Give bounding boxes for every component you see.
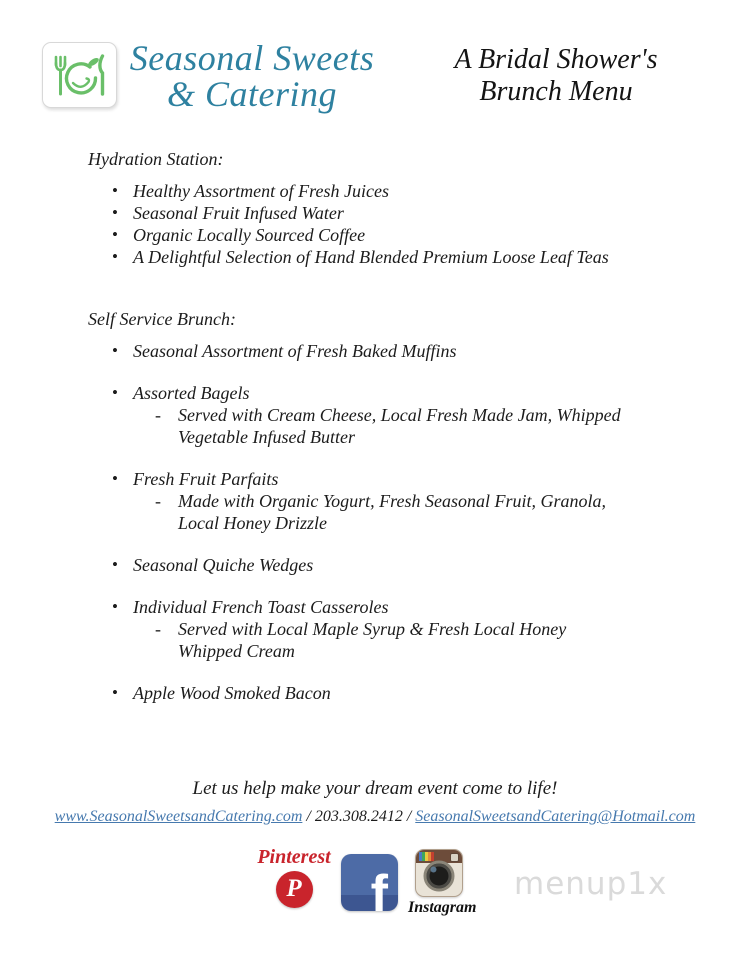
menu-item (88, 468, 688, 534)
instagram-camera-icon (415, 849, 463, 897)
tagline: Let us help make your dream event come to life! (192, 778, 558, 799)
menu-item (88, 596, 688, 662)
menu-item-detail-line: Local Honey Drizzle (178, 513, 327, 533)
menu-item-text: Seasonal Assortment of Fresh Baked Muffins (133, 341, 457, 361)
website-link[interactable]: www.SeasonalSweetsandCatering.com (54, 808, 303, 825)
menu-item (88, 224, 688, 246)
menu-item-text: A Delightful Selection of Hand Blended Premium Loose Leaf Teas (133, 247, 609, 267)
pinterest-icon[interactable] (254, 846, 334, 908)
menu-item (88, 202, 688, 224)
instagram-rainbow-stripe (419, 852, 434, 861)
menu-item (88, 382, 688, 448)
menu-item (88, 554, 688, 576)
menu-item-detail-line: Vegetable Infused Butter (178, 427, 355, 447)
contact-separator: / (402, 808, 416, 825)
menu-item-text: Assorted Bagels (133, 383, 250, 403)
contact-line (0, 808, 750, 826)
menu-item (88, 340, 688, 362)
menupix-watermark: menup1x (514, 866, 668, 902)
menu-item-text: Apple Wood Smoked Bacon (133, 683, 331, 703)
instagram-label: Instagram (408, 899, 477, 916)
facebook-icon[interactable] (341, 854, 398, 911)
menu-item (88, 180, 688, 202)
menu-item-text: Seasonal Fruit Infused Water (133, 203, 344, 223)
menu-item-detail-line: - Made with Organic Yogurt, Fresh Seasonal Fruit, Granola, (178, 491, 607, 511)
menu-item-detail-line: - Served with Cream Cheese, Local Fresh Made Jam, Whipped (178, 405, 621, 425)
page-title (428, 44, 684, 108)
catering-logo (42, 42, 117, 108)
menu-body (88, 148, 688, 704)
brand-name (116, 40, 388, 112)
page-title-line1: A Bridal Shower's (454, 44, 658, 75)
brunch-list (88, 340, 688, 704)
section-heading-brunch: Self Service Brunch: (88, 309, 236, 329)
menu-item-text: Seasonal Quiche Wedges (133, 555, 314, 575)
menu-item-text: Individual French Toast Casseroles (133, 597, 389, 617)
phone-number: 203.308.2412 (314, 808, 403, 825)
menu-item-text: Healthy Assortment of Fresh Juices (133, 181, 389, 201)
email-link[interactable]: SeasonalSweetsandCatering@Hotmail.com (415, 808, 696, 825)
page-title-line2: Brunch Menu (479, 76, 633, 107)
facebook-f-glyph: f (370, 865, 388, 911)
brand-name-line2: & Catering (166, 74, 337, 114)
menu-item (88, 246, 688, 268)
instagram-viewfinder (450, 853, 459, 862)
hydration-list (88, 180, 688, 268)
menu-item-detail-line: Whipped Cream (178, 641, 295, 661)
instagram-lens (424, 861, 455, 892)
brand-name-line1: Seasonal Sweets (129, 38, 375, 78)
menu-item-text: Organic Locally Sourced Coffee (133, 225, 366, 245)
pinterest-badge: P (276, 871, 313, 908)
plate-fork-knife-icon (43, 43, 116, 107)
menu-item-detail (133, 404, 678, 448)
menu-item-text: Fresh Fruit Parfaits (133, 469, 279, 489)
menu-item-detail (133, 490, 678, 534)
menu-item-detail-line: - Served with Local Maple Syrup & Fresh Local Honey (178, 619, 567, 639)
pinterest-wordmark: Pinterest (257, 846, 331, 868)
section-heading-hydration: Hydration Station: (88, 149, 224, 169)
instagram-icon[interactable] (408, 849, 477, 917)
menu-item-detail (133, 618, 678, 662)
menu-item (88, 682, 688, 704)
contact-separator: / (302, 808, 315, 825)
